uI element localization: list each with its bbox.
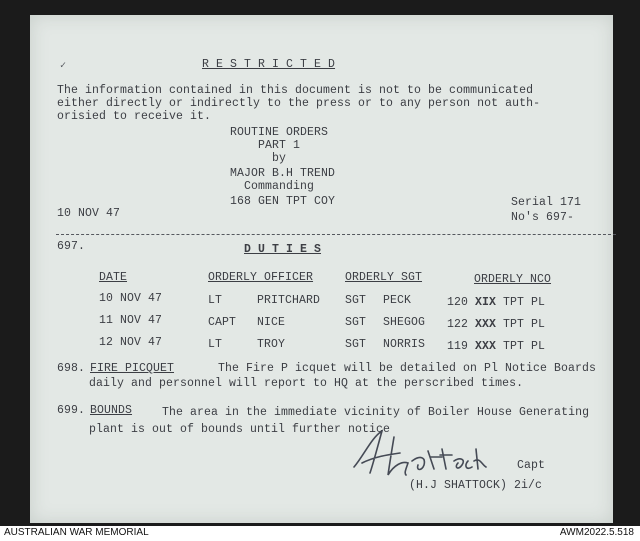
col-orderly-officer: ORDERLY OFFICER xyxy=(208,271,314,284)
col-orderly-sgt: ORDERLY SGT xyxy=(345,271,423,284)
row3-nco-number: 119 xyxy=(447,340,469,353)
order-by: by xyxy=(272,152,287,165)
serial-number: Serial 171 xyxy=(511,196,582,209)
row2-nco-number: 122 xyxy=(447,318,469,331)
archive-reference: AWM2022.5.518 xyxy=(559,527,634,538)
row3-date: 12 NOV 47 xyxy=(99,336,163,349)
bounds-number: 699. xyxy=(57,404,86,417)
archive-name: AUSTRALIAN WAR MEMORIAL xyxy=(4,527,149,538)
row2-struck-out: XXX xyxy=(475,318,497,331)
row2-sgt: SHEGOG xyxy=(383,316,426,329)
row1-sgt: PECK xyxy=(383,294,412,307)
fire-line-1: The Fire P icquet will be detailed on Pl Notice Boards xyxy=(218,362,597,375)
order-numbers: No's 697- xyxy=(511,211,575,224)
row2-date: 11 NOV 47 xyxy=(99,314,163,327)
col-date: DATE xyxy=(99,271,128,284)
row3-officer-rank: LT xyxy=(208,338,223,351)
row1-officer: PRITCHARD xyxy=(257,294,321,307)
row1-struck-out: XIX xyxy=(475,296,497,309)
handwritten-signature xyxy=(350,425,520,485)
pen-mark: ✓ xyxy=(60,61,67,72)
row3-sgt-rank: SGT xyxy=(345,338,367,351)
row1-date: 10 NOV 47 xyxy=(99,292,163,305)
archive-footer xyxy=(0,526,640,541)
fire-title: FIRE PICQUET xyxy=(90,362,175,375)
bounds-title: BOUNDS xyxy=(90,404,133,417)
duties-number: 697. xyxy=(57,240,86,253)
fire-line-2: daily and personnel will report to HQ at the perscribed times. xyxy=(89,377,524,390)
signatory-name: (H.J SHATTOCK) 2i/c xyxy=(409,479,543,492)
row2-officer: NICE xyxy=(257,316,286,329)
bounds-line-2: plant is out of bounds until further notice xyxy=(89,423,391,436)
unit-name: 168 GEN TPT COY xyxy=(230,195,336,208)
classification-heading: R E S T R I C T E D xyxy=(202,58,336,71)
col-orderly-nco: ORDERLY NCO xyxy=(474,273,552,286)
order-date: 10 NOV 47 xyxy=(57,207,121,220)
row2-officer-rank: CAPT xyxy=(208,316,237,329)
notice-line-2: either directly or indirectly to the press or to any person not auth- xyxy=(57,97,541,110)
row1-nco-number: 120 xyxy=(447,296,469,309)
order-title: ROUTINE ORDERS xyxy=(230,126,329,139)
row3-officer: TROY xyxy=(257,338,286,351)
section-divider xyxy=(56,234,616,235)
bounds-line-1: The area in the immediate vicinity of Boiler House Generating xyxy=(162,406,590,419)
notice-line-1: The information contained in this document is not to be communicated xyxy=(57,84,534,97)
row3-sgt: NORRIS xyxy=(383,338,426,351)
row3-struck-out: XXX xyxy=(475,340,497,353)
order-part: PART 1 xyxy=(258,139,301,152)
signatory-rank: Capt xyxy=(517,459,546,472)
issuer-name: MAJOR B.H TREND xyxy=(230,167,336,180)
row2-nco: TPT PL xyxy=(503,318,546,331)
row2-sgt-rank: SGT xyxy=(345,316,367,329)
fire-number: 698. xyxy=(57,362,86,375)
row3-nco: TPT PL xyxy=(503,340,546,353)
notice-line-3: orisied to receive it. xyxy=(57,110,212,123)
issuer-role: Commanding xyxy=(244,180,315,193)
row1-sgt-rank: SGT xyxy=(345,294,367,307)
row1-nco: TPT PL xyxy=(503,296,546,309)
row1-officer-rank: LT xyxy=(208,294,223,307)
duties-title: D U T I E S xyxy=(244,243,322,256)
